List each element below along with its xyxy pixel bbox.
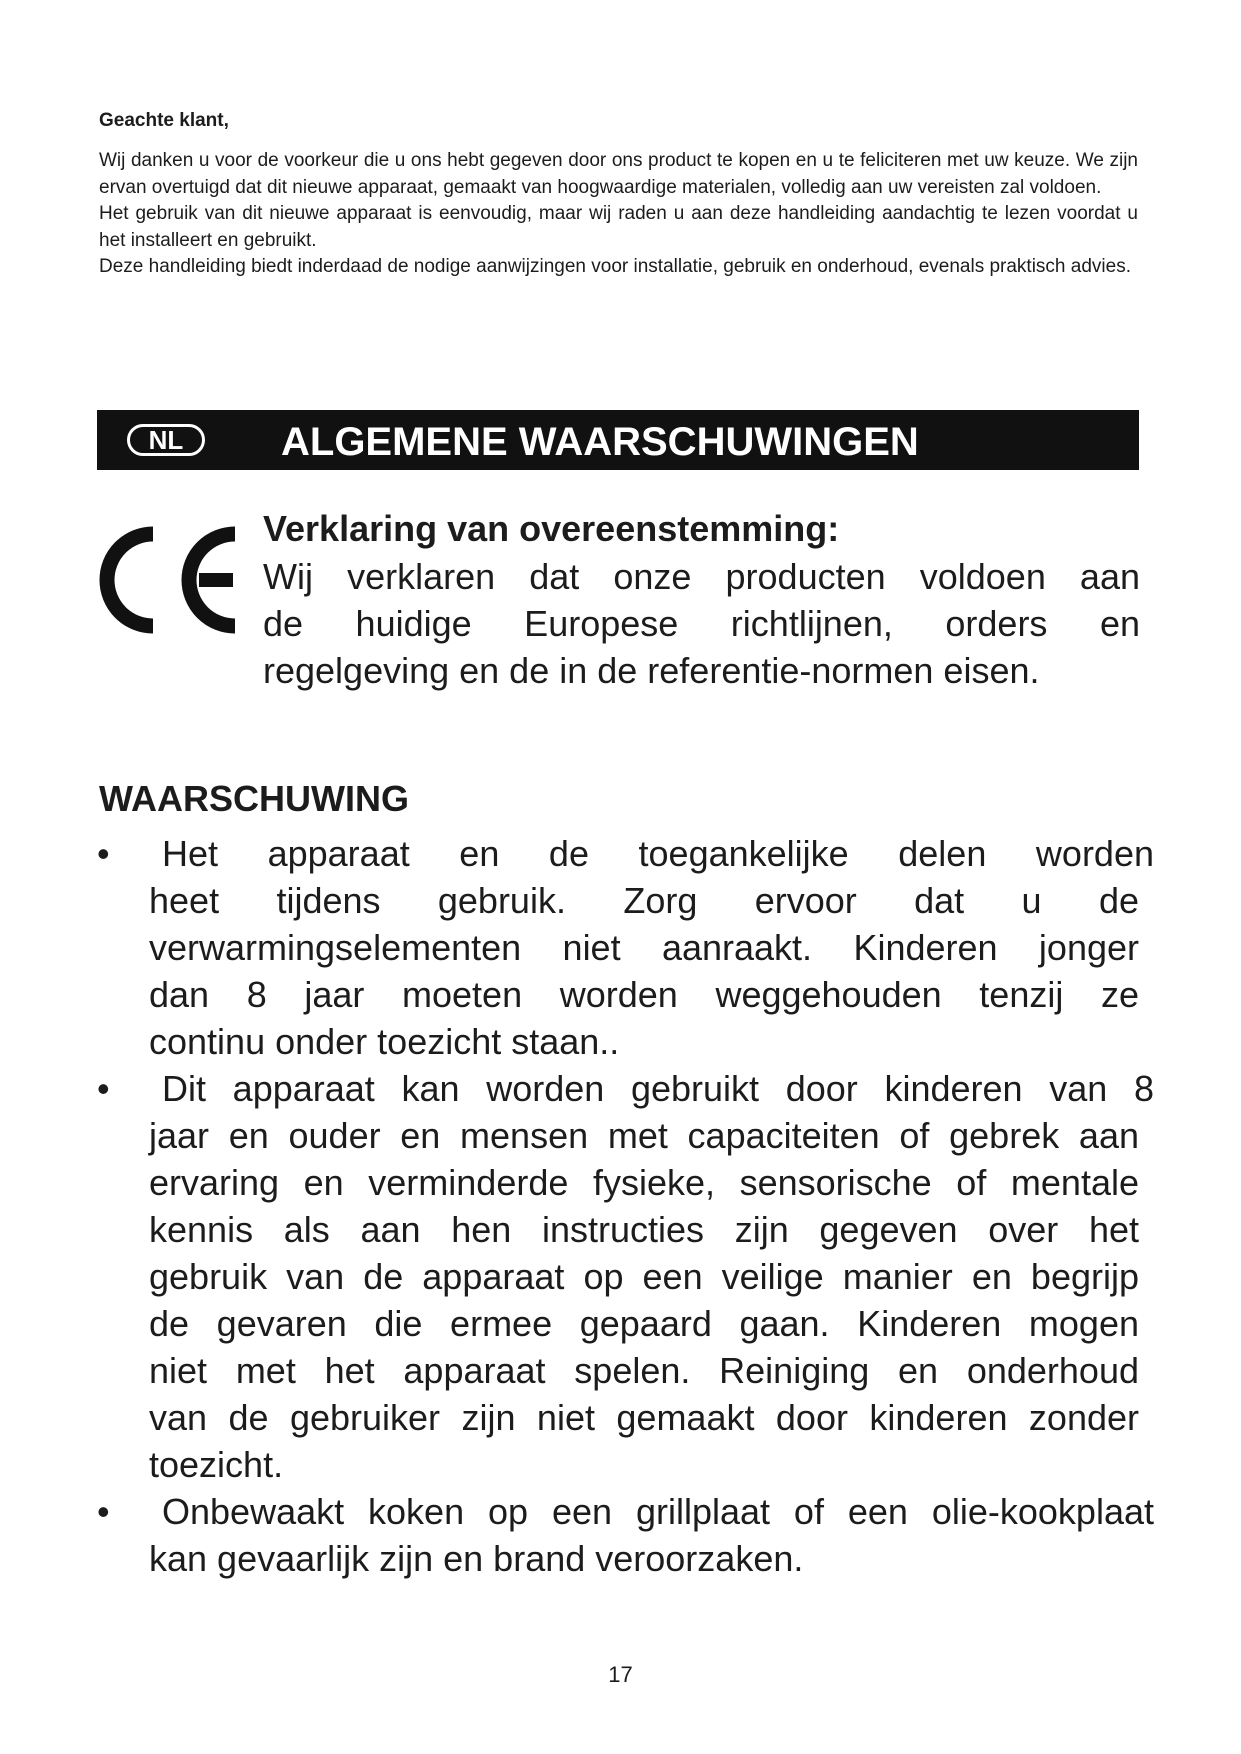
text-line: Onbewaakt koken op een grillplaat of een olie-kookplaat: [162, 1491, 1154, 1532]
bullet-icon: •: [97, 1068, 110, 1109]
greeting: Geachte klant,: [99, 110, 229, 131]
bullet-icon: •: [97, 833, 110, 874]
section-banner: [97, 410, 1139, 470]
text-line: continu onder toezicht staan..: [149, 1021, 620, 1062]
text-line: Het apparaat en de toegankelijke delen worden: [162, 833, 1154, 874]
intro-paragraph: Het gebruik van dit nieuwe apparaat is eenvoudig, maar wij raden u aan deze handleiding aandachtig te lezen voordat u het installeert en gebruikt.: [99, 203, 1138, 251]
declaration-line: de huidige Europese richtlijnen, orders en: [263, 603, 1140, 644]
intro-paragraph: Wij danken u voor de voorkeur die u ons hebt gegeven door ons product te kopen en u te feliciteren met uw keuze. We zijn ervan overtuigd dat dit nieuwe apparaat, gemaakt van hoogwaardige materialen, volledig aan uw vereisten zal voldoen.: [99, 150, 1138, 198]
text-line: gebruik van de apparaat op een veilige manier en begrijp: [149, 1256, 1139, 1297]
warning-list: [97, 830, 1157, 1582]
bullet-icon: •: [97, 1491, 110, 1532]
text-line: verwarmingselementen niet aanraakt. Kinderen jonger: [149, 927, 1139, 968]
text-line: dan 8 jaar moeten worden weggehouden tenzij ze: [149, 974, 1139, 1015]
declaration-text: [263, 553, 1140, 694]
text-line: de gevaren die ermee gepaard gaan. Kinderen mogen: [149, 1303, 1139, 1344]
ce-mark-icon: [95, 524, 255, 636]
text-line: ervaring en verminderde fysieke, sensorische of mentale: [149, 1162, 1139, 1203]
text-line: heet tijdens gebruik. Zorg ervoor dat u de: [149, 880, 1139, 921]
list-item: [97, 830, 1157, 1065]
warning-heading: WAARSCHUWING: [99, 778, 409, 819]
page-number: 17: [608, 1662, 633, 1687]
text-line: kan gevaarlijk zijn en brand veroorzaken.: [149, 1538, 804, 1579]
list-item-text: [149, 1065, 1157, 1488]
list-item-text: [149, 1488, 1157, 1582]
declaration-title: Verklaring van overeenstemming:: [263, 508, 840, 549]
text-line: Dit apparaat kan worden gebruikt door kinderen van 8: [162, 1068, 1154, 1109]
list-item-text: [149, 830, 1157, 1065]
list-item: [97, 1488, 1157, 1582]
list-item: [97, 1065, 1157, 1488]
text-line: niet met het apparaat spelen. Reiniging en onderhoud: [149, 1350, 1139, 1391]
intro-paragraph: Deze handleiding biedt inderdaad de nodige aanwijzingen voor installatie, gebruik en onderhoud, evenals praktisch advies.: [99, 256, 1131, 277]
language-badge: NL: [127, 424, 205, 456]
declaration-block: [263, 505, 1140, 694]
text-line: kennis als aan hen instructies zijn gegeven over het: [149, 1209, 1139, 1250]
section-title: ALGEMENE WAARSCHUWINGEN: [281, 420, 919, 464]
declaration-line: Wij verklaren dat onze producten voldoen aan: [263, 556, 1140, 597]
declaration-line: regelgeving en de in de referentie-normen eisen.: [263, 650, 1040, 691]
intro-text: [99, 148, 1138, 281]
text-line: toezicht.: [149, 1444, 284, 1485]
text-line: van de gebruiker zijn niet gemaakt door kinderen zonder: [149, 1397, 1139, 1438]
text-line: jaar en ouder en mensen met capaciteiten of gebrek aan: [149, 1115, 1139, 1156]
